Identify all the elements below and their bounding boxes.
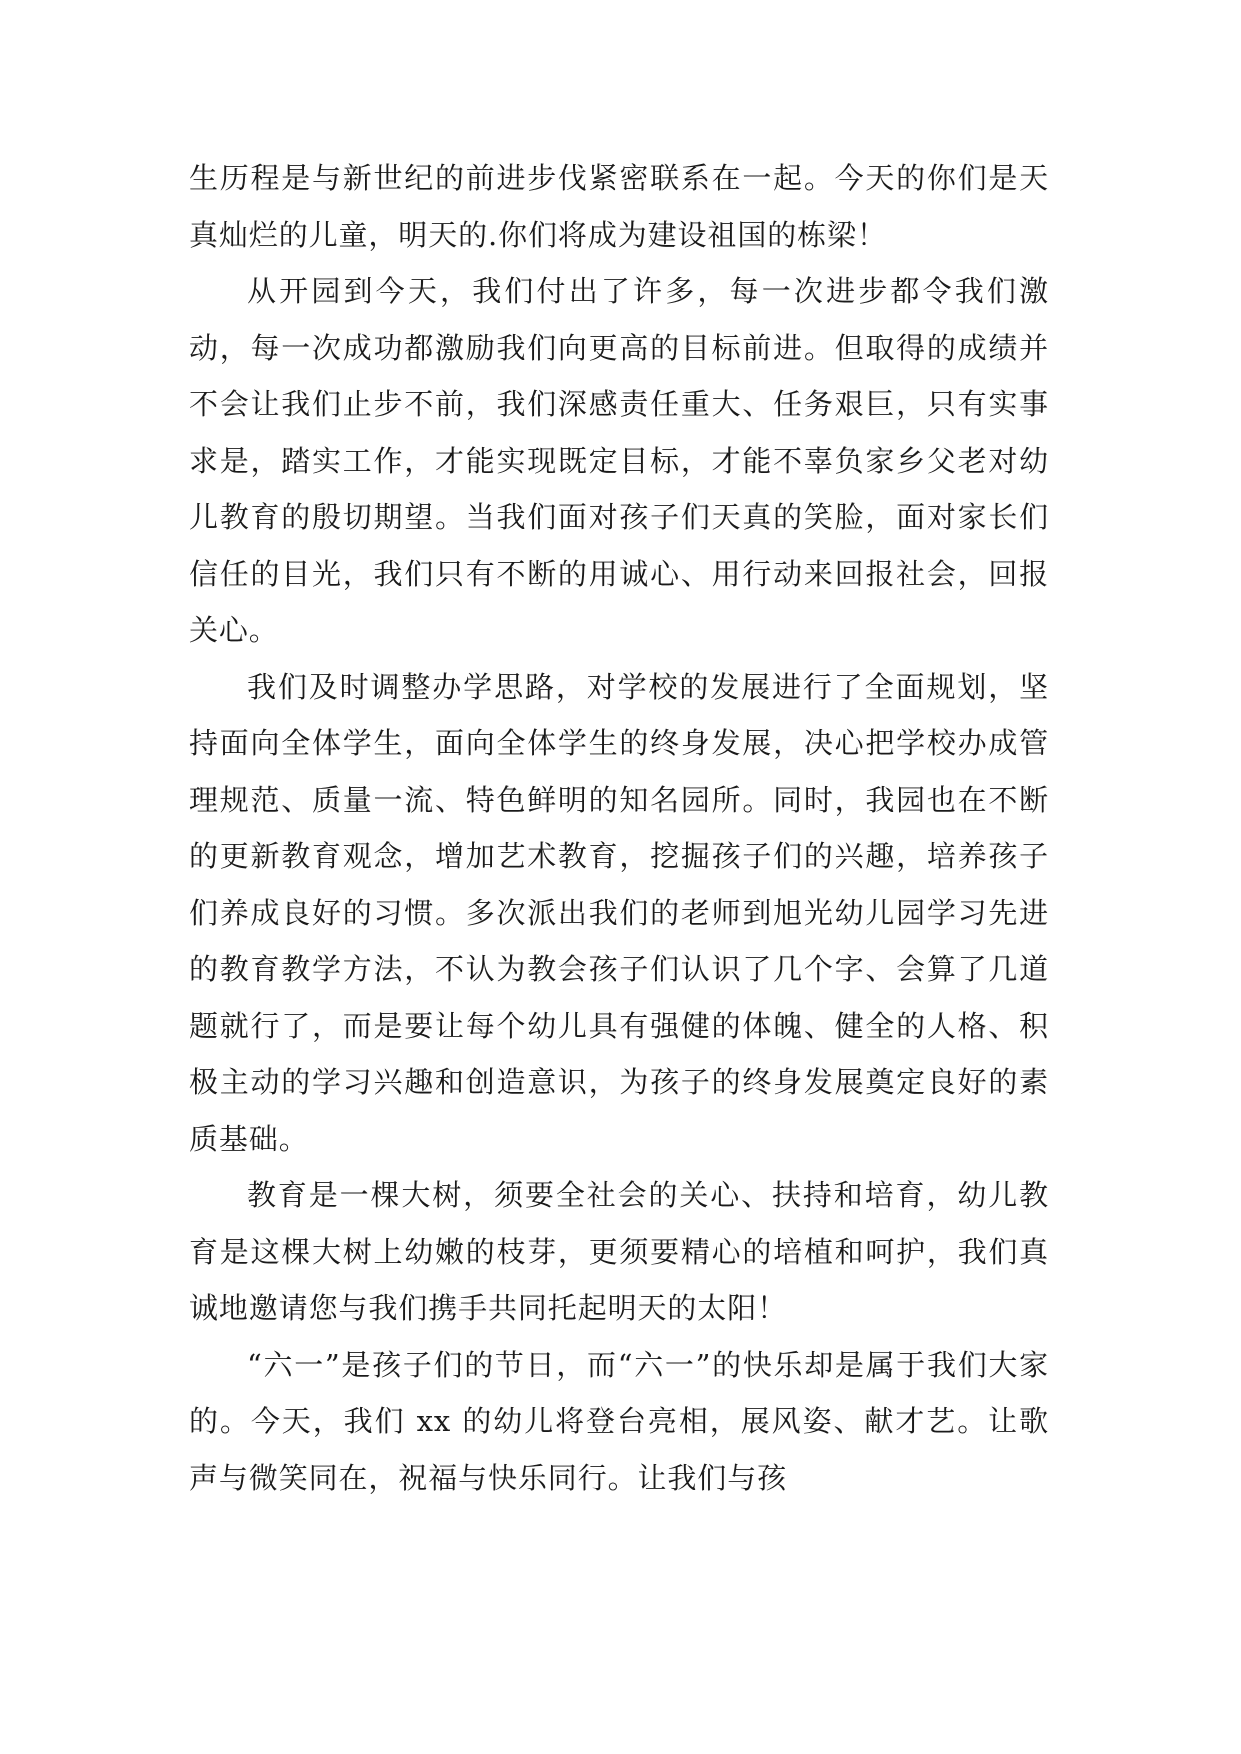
paragraph-1: 生历程是与新世纪的前进步伐紧密联系在一起。今天的你们是天真灿烂的儿童，明天的.你们将成为建设祖国的栋梁！ xyxy=(189,161,1049,252)
document-body xyxy=(189,150,1049,1506)
paragraph-5: “六一”是孩子们的节日，而“六一”的快乐却是属于我们大家的。今天，我们 xx 的幼儿将登台亮相，展风姿、献才艺。让歌声与微笑同在，祝福与快乐同行。让我们与孩 xyxy=(189,1347,1049,1495)
paragraph-3: 我们及时调整办学思路，对学校的发展进行了全面规划，坚持面向全体学生，面向全体学生的终身发展，决心把学校办成管理规范、质量一流、特色鲜明的知名园所。同时，我园也在不断的更新教育观念，增加艺术教育，挖掘孩子们的兴趣，培养孩子们养成良好的习惯。多次派出我们的老师到旭光幼儿园学习先进的教育教学方法，不认为教会孩子们认识了几个字、会算了几道题就行了，而是要让每个幼儿具有强健的体魄、健全的人格、积极主动的学习兴趣和创造意识，为孩子的终身发展奠定良好的素质基础。 xyxy=(189,669,1049,1156)
paragraph-2: 从开园到今天，我们付出了许多，每一次进步都令我们激动，每一次成功都激励我们向更高的目标前进。但取得的成绩并不会让我们止步不前，我们深感责任重大、任务艰巨，只有实事求是，踏实工作，才能实现既定目标，才能不辜负家乡父老对幼儿教育的殷切期望。当我们面对孩子们天真的笑脸，面对家长们信任的目光，我们只有不断的用诚心、用行动来回报社会，回报关心。 xyxy=(189,274,1049,647)
paragraph-4: 教育是一棵大树，须要全社会的关心、扶持和培育，幼儿教育是这棵大树上幼嫩的枝芽，更须要精心的培植和呵护，我们真诚地邀请您与我们携手共同托起明天的太阳！ xyxy=(189,1178,1049,1325)
